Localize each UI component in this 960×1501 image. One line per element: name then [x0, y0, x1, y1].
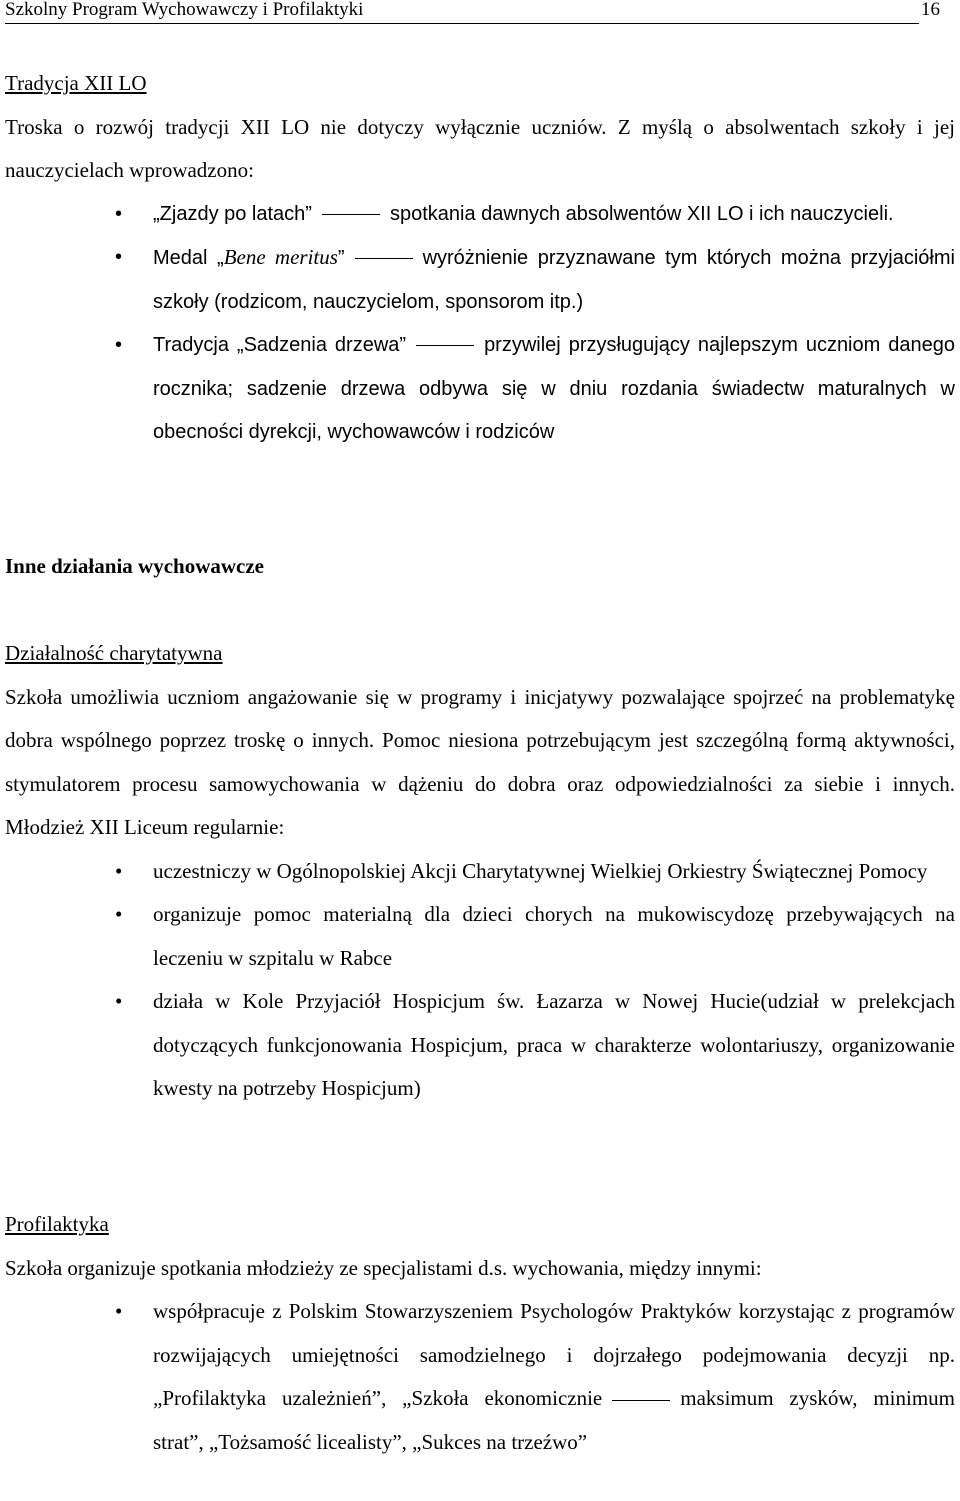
em-dash [322, 214, 380, 215]
em-dash [416, 345, 474, 346]
em-dash [612, 1400, 670, 1401]
section-charity [5, 632, 955, 1111]
page-number: 16 [921, 0, 940, 20]
list-item [5, 893, 955, 980]
bullet-icon: • [115, 246, 123, 268]
section-heading-prevention: Profilaktyka [5, 1212, 109, 1236]
bullet-icon: • [115, 989, 123, 1013]
item-name: Tradycja „Sadzenia drzewa” [153, 334, 407, 356]
list-item [5, 980, 955, 1111]
item-name-italic: Bene meritus [223, 245, 338, 269]
bullet-icon: • [115, 902, 123, 926]
bullet-icon: • [115, 858, 123, 883]
item-text: uczestniczy w Ogólnopolskiej Akcji Charytatywnej Wielkiej Orkiestry Świątecznej Pomocy [153, 858, 928, 883]
item-name: „Zjazdy po latach” [153, 202, 312, 225]
section-prevention [5, 1203, 955, 1464]
section-tradition [5, 62, 955, 455]
prevention-list [5, 1290, 955, 1464]
header-title: Szkolny Program Wychowawczy i Profilaktyki [5, 0, 364, 20]
charity-list [5, 850, 955, 1111]
list-item [5, 850, 955, 894]
tradition-intro: Troska o rozwój tradycji XII LO nie dotyczy wyłącznie uczniów. Z myślą o absolwentach szkoły i jej nauczycielach wprowadzono: [5, 114, 955, 182]
page-header [5, 0, 940, 24]
section-heading-charity: Działalność charytatywna [5, 641, 223, 665]
item-text: działa w Kole Przyjaciół Hospicjum św. Łazarza w Nowej Hucie(udział w prelekcjach dotyczących funkcjonowania Hospicjum, praca w charakterze wolontariuszy, organizowanie kwesty na potrzeby Hospicjum) [153, 989, 955, 1100]
list-item [5, 236, 955, 324]
item-text-before: współpracuje z Polskim Stowarzyszeniem Psychologów Praktyków korzystając z programów rozwijających umiejętności samodzielnego i dojrzałego podejmowania decyzji np. „Profilaktyka uzależnień”, „Szkoła ekonomicznie [153, 1299, 955, 1410]
item-text: organizuje pomoc materialną dla dzieci chorych na mukowiscydozę przebywających na leczeniu w szpitalu w Rabce [153, 902, 955, 970]
list-item [5, 1290, 955, 1464]
item-name-pre: Medal „ [153, 247, 224, 269]
bullet-icon: • [115, 1299, 123, 1323]
bullet-icon: • [115, 202, 123, 225]
em-dash [355, 258, 413, 259]
tradition-list [5, 193, 955, 455]
bullet-icon: • [115, 334, 123, 356]
item-desc: wyróżnienie przyznawane tym których można przyjaciółmi szkoły (rodzicom, nauczycielom, sponsorom itp.) [153, 247, 955, 313]
item-desc: przywilej przysługujący najlepszym uczniom danego rocznika; sadzenie drzewa odbywa się w dniu rozdania świadectw maturalnych w obecności dyrekcji, wychowawców i rodziców [153, 334, 955, 443]
charity-paragraph: Szkoła umożliwia uczniom angażowanie się w programy i inicjatywy pozwalające spojrzeć na problematykę dobra wspólnego poprzez troskę o innych. Pomoc niesiona potrzebującym jest szczególną formą aktywności, stymulatorem procesu samowychowania w dążeniu do dobra oraz odpowiedzialności za siebie i innych. Młodzież XII Liceum regularnie: [5, 684, 955, 839]
section-heading-tradition: Tradycja XII LO [5, 71, 147, 95]
section-heading-other: Inne działania wychowawcze [5, 554, 264, 578]
list-item [5, 324, 955, 455]
item-desc: spotkania dawnych absolwentów XII LO i ich nauczycieli. [389, 202, 894, 225]
item-name-post: ” [337, 247, 345, 269]
list-item [5, 193, 955, 237]
prevention-paragraph: Szkoła organizuje spotkania młodzieży ze specjalistami d.s. wychowania, między innymi: [5, 1255, 762, 1280]
item-text-after: maksimum zysków, minimum strat”, „Tożsamość licealisty”, „Sukces na trzeźwo” [153, 1386, 955, 1454]
